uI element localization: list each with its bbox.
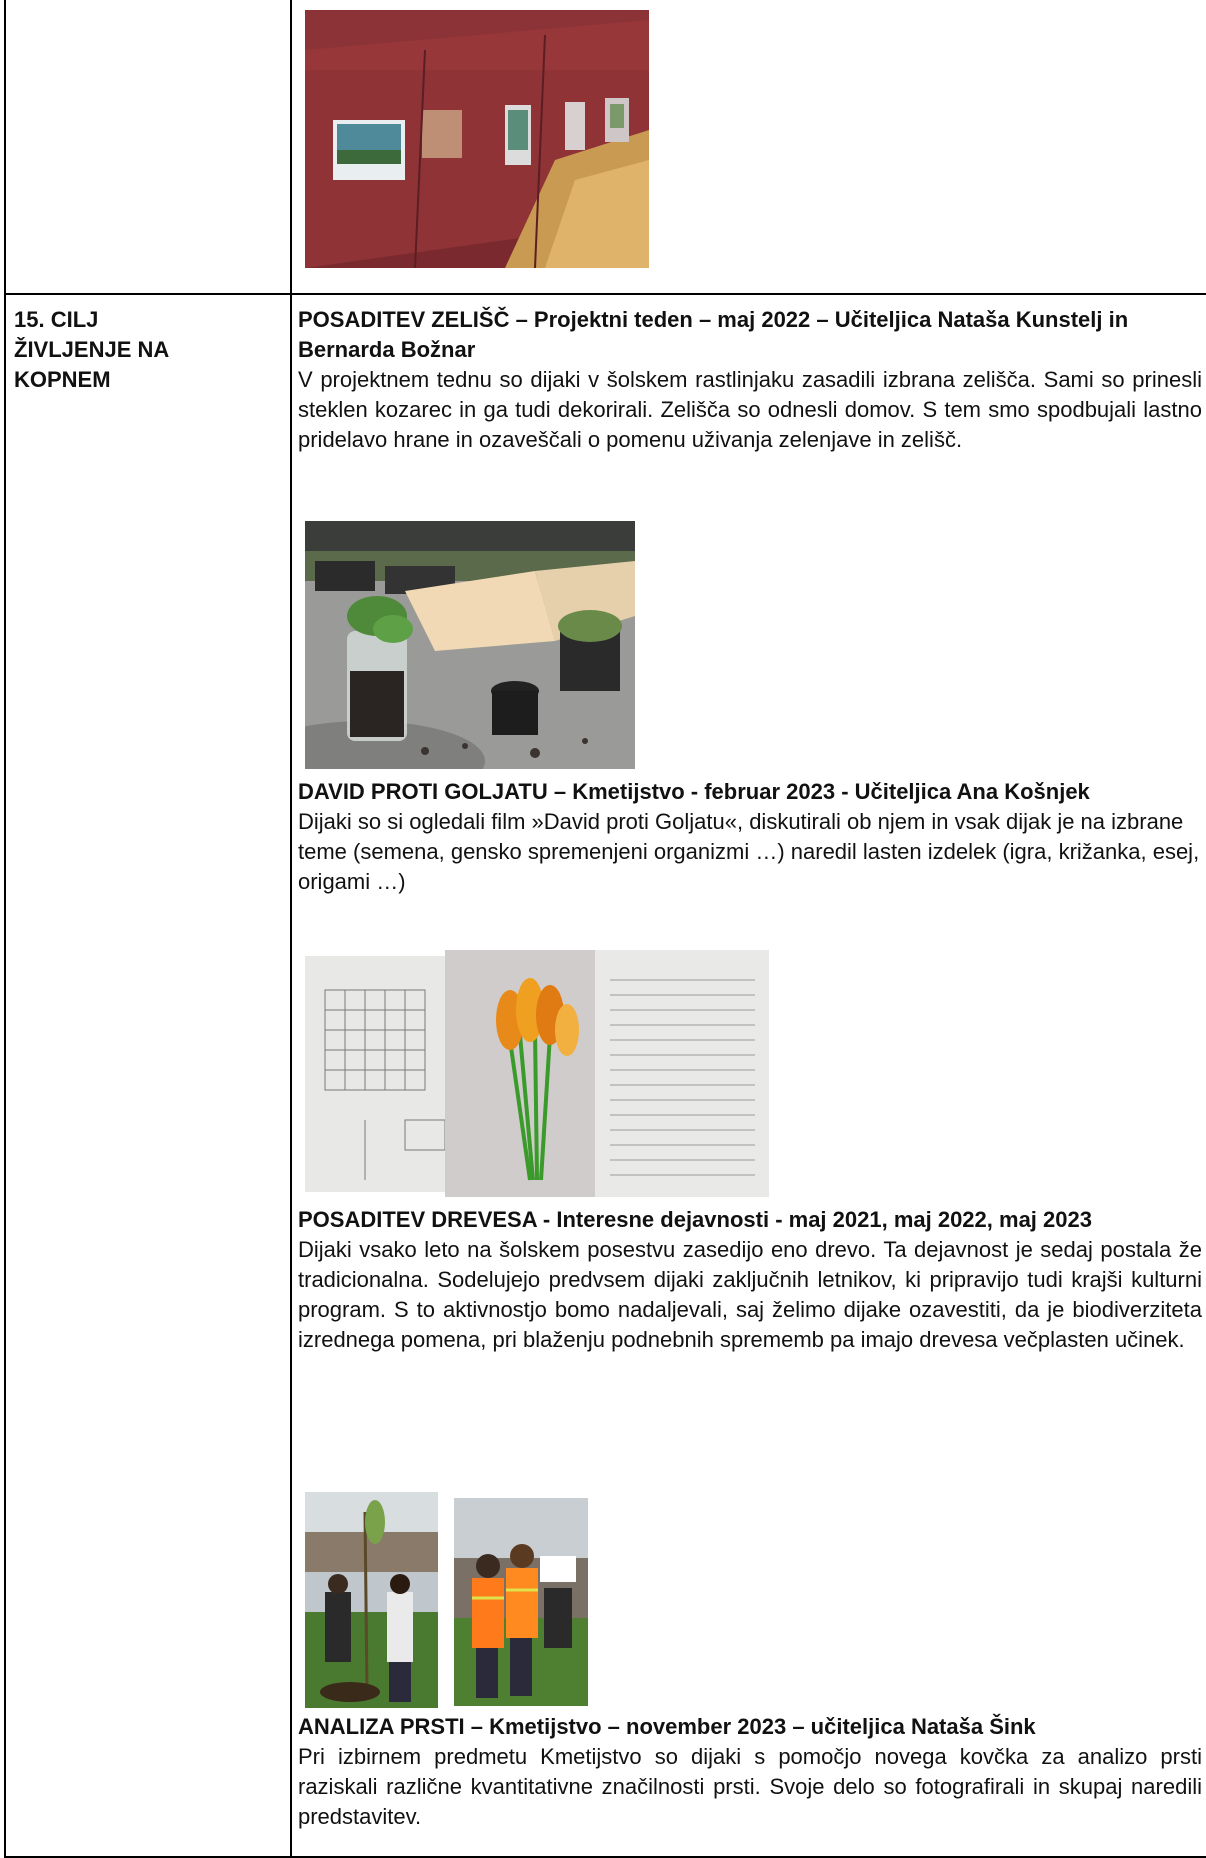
row-divider — [6, 293, 1206, 295]
activity-soil-analysis — [298, 1712, 1202, 1832]
goal-title: 15. CILJ ŽIVLJENJE NA KOPNEM — [14, 307, 170, 392]
activity-tree-planting — [298, 1205, 1202, 1355]
activity-herbs — [298, 305, 1202, 455]
activity-text: Dijaki so si ogledali film »David proti Goljatu«, diskutirali ob njem in vsak dijak je na izbrane teme (semena, gensko spremenjeni organizmi …) naredil lasten izdelek (igra, križanka, esej, origami …) — [298, 809, 1200, 894]
student-works-photo — [305, 950, 769, 1197]
herb-planting-photo — [305, 521, 635, 769]
column-divider — [290, 0, 292, 1856]
tree-planting-photo-2 — [454, 1498, 588, 1706]
activity-heading: POSADITEV ZELIŠČ – Projektni teden – maj 2022 – Učiteljica Nataša Kunstelj in Bernarda Božnar — [298, 307, 1129, 362]
goals-table — [4, 0, 1206, 1858]
activity-heading: ANALIZA PRSTI – Kmetijstvo – november 2023 – učiteljica Nataša Šink — [298, 1714, 1036, 1739]
activity-text: Dijaki vsako leto na šolskem posestvu zasedijo eno drevo. Ta dejavnost je sedaj postala že tradicionalna. Sodelujejo predvsem dijaki zaključnih letnikov, ki pripravijo tudi krajši kulturni program. S to aktivnostjo bomo nadaljevali, saj želimo dijake ozavestiti, da je biodiverziteta izrednega pomena, pri blaženju podnebnih sprememb pa imajo drevesa večplasten učinek. — [298, 1237, 1202, 1352]
activity-heading: DAVID PROTI GOLJATU – Kmetijstvo - februar 2023 - Učiteljica Ana Košnjek — [298, 779, 1090, 804]
activity-text: V projektnem tednu so dijaki v šolskem rastlinjaku zasadili izbrana zelišča. Sami so prinesli steklen kozarec in ga tudi dekorirali. Zelišča so odnesli domov. S tem smo spodbujali lastno pridelavo hrane in ozaveščali o pomenu uživanja zelenjave in zelišč. — [298, 367, 1202, 452]
tree-planting-photo-1 — [305, 1492, 438, 1708]
activity-heading: POSADITEV DREVESA - Interesne dejavnosti - maj 2021, maj 2022, maj 2023 — [298, 1207, 1092, 1232]
activity-text: Pri izbirnem predmetu Kmetijstvo so dijaki s pomočjo novega kovčka za analizo prsti raziskali različne kvantitativne značilnosti prsti. Svoje delo so fotografirali in skupaj naredili predstavitev. — [298, 1744, 1202, 1829]
gallery-wall-photo — [305, 10, 649, 268]
activity-david-goliath — [298, 777, 1202, 897]
